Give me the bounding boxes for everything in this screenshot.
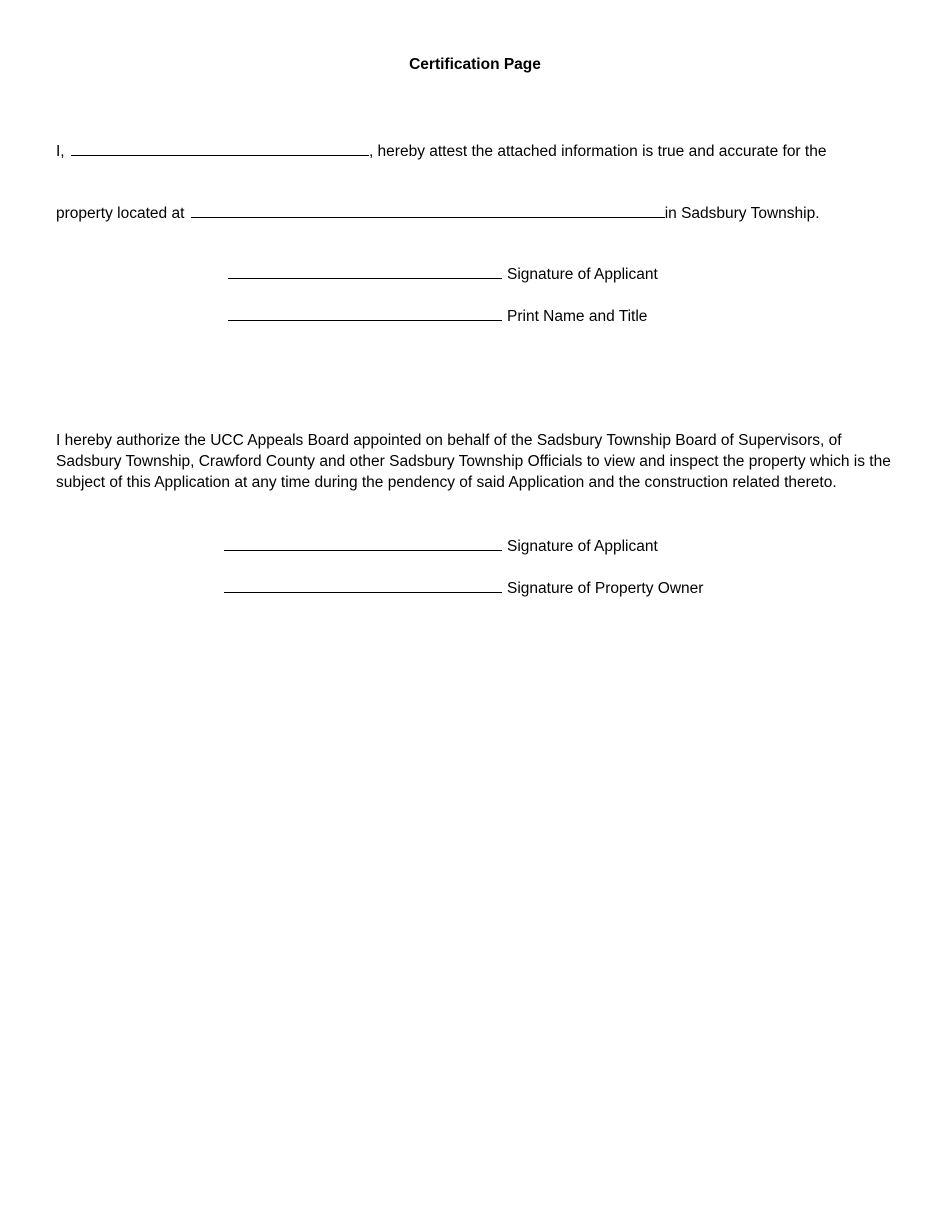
signature-label: Print Name and Title xyxy=(507,308,648,325)
signature-row-applicant xyxy=(228,263,658,285)
attest-line xyxy=(56,140,826,161)
signature-label: Signature of Applicant xyxy=(507,266,658,283)
print-name-blank-field[interactable] xyxy=(228,305,502,321)
page-title: Certification Page xyxy=(409,56,541,73)
applicant-authorization-signature-blank-field[interactable] xyxy=(224,535,502,551)
property-owner-signature-blank-field[interactable] xyxy=(224,577,502,593)
applicant-signature-blank-field[interactable] xyxy=(228,263,502,279)
signature-row-print-name xyxy=(228,305,647,327)
signature-label: Signature of Applicant xyxy=(507,538,658,555)
signature-label: Signature of Property Owner xyxy=(507,580,704,597)
signature-row-property-owner xyxy=(224,577,703,599)
authorization-paragraph: I hereby authorize the UCC Appeals Board appointed on behalf of the Sadsbury Township Board of Supervisors, of Sadsbury Township, Crawford County and other Sadsbury Township Officials to view and inspect the property which is the subject of this Application at any time during the pendency of said Application and the construction related thereto. xyxy=(56,432,891,491)
signature-row-applicant-authorization xyxy=(224,535,658,557)
property-suffix: in Sadsbury Township. xyxy=(664,205,820,222)
property-address-blank-field[interactable] xyxy=(191,202,665,218)
property-line xyxy=(56,202,820,223)
attest-prefix: I, xyxy=(56,143,65,160)
attest-suffix: , hereby attest the attached information is true and accurate for the xyxy=(368,143,827,160)
property-prefix: property located at xyxy=(56,205,185,222)
name-blank-field[interactable] xyxy=(71,140,369,156)
